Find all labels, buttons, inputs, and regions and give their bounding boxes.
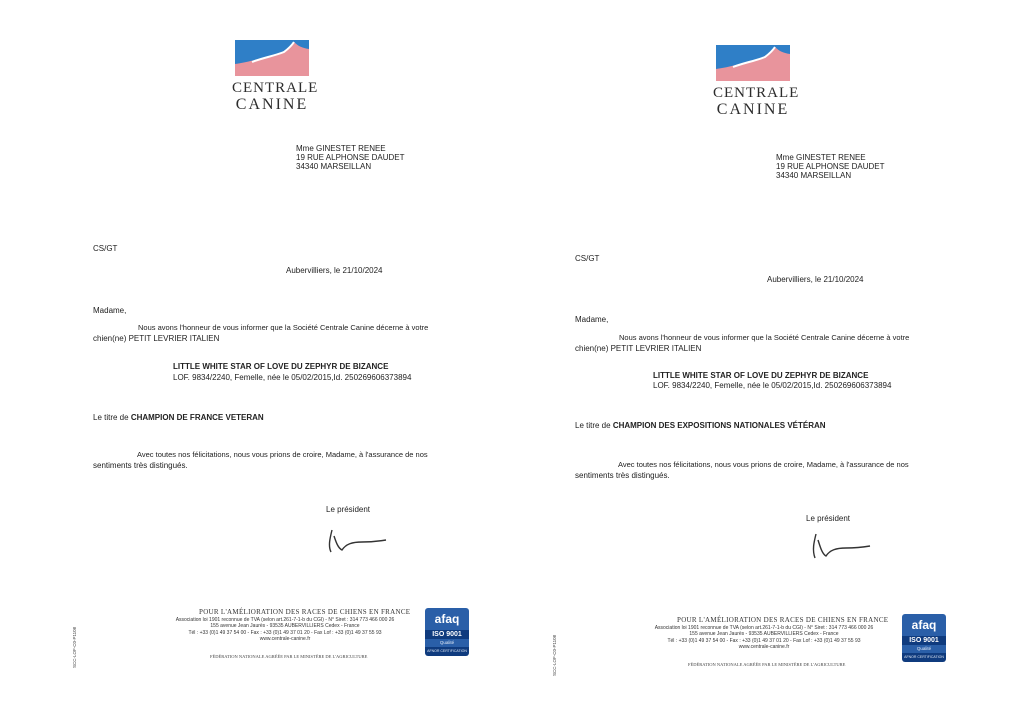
afaq-iso: ISO 9001 [902,636,946,645]
afaq-iso-badge [902,614,946,662]
footer-info [165,617,405,642]
body-line-1: Nous avons l'honneur de vous informer que la Société Centrale Canine décerne à votre [619,333,910,342]
signatory: Le président [806,514,851,523]
signature-icon [322,528,392,554]
dog-name: LITTLE WHITE STAR OF LOVE DU ZEPHYR DE BIZANCE [173,362,389,371]
recipient-address [776,153,884,180]
dog-details: LOF. 9834/2240, Femelle, née le 05/02/2015,Id. 250269606373894 [653,381,892,390]
footer-title: POUR L'AMÉLIORATION DES RACES DE CHIENS EN FRANCE [199,608,411,616]
signature-icon [806,532,876,560]
footer-title: POUR L'AMÉLIORATION DES RACES DE CHIENS EN FRANCE [677,616,889,624]
salutation: Madame, [575,315,609,324]
place-date: Aubervilliers, le 21/10/2024 [286,266,383,275]
signatory: Le président [326,505,371,514]
recipient-name: Mme GINESTET RENEE [296,144,386,153]
closing-line-2: sentiments très distingués. [93,461,188,470]
footer-bottom: FÉDÉRATION NATIONALE AGRÉÉE PAR LE MINISTÈRE DE L'AGRICULTURE [688,662,846,667]
title-prefix: Le titre de [93,413,129,422]
champion-title: CHAMPION DE FRANCE VETERAN [130,413,264,422]
footer-line-3: Tél : +33 (0)1 49 37 54 00 - Fax : +33 (0)1 49 37 01 20 - Fax Lof : +33 (0)1 49 37 55 93 [667,637,861,644]
body-line-2: chien(ne) PETIT LEVRIER ITALIEN [93,334,220,343]
recipient-city: 34340 MARSEILLAN [296,162,372,171]
afaq-quality: Qualité [425,639,469,647]
footer-line-2: 155 avenue Jean Jaurès - 93535 AUBERVILLIERS Cedex - France [689,631,839,638]
footer-line-3: Tél : +33 (0)1 49 37 54 00 - Fax : +33 (0)1 49 37 01 20 - Fax Lof : +33 (0)1 49 37 55 93 [188,629,382,636]
title-line [93,413,264,422]
afaq-iso-badge [425,608,469,656]
closing-line-2: sentiments très distingués. [575,471,670,480]
title-prefix: Le titre de [575,421,611,430]
logo-text-centrale: CENTRALE [713,85,800,101]
side-code: SCC-LOF-C0-P1108 [72,626,77,668]
footer-website: www.centrale-canine.fr [738,643,790,650]
footer-line-1: Association loi 1901 reconnue de TVA (selon art.261-7-1-b du CGI) - N° Siret : 314 773 466 000 26 [654,625,874,631]
recipient-street: 19 RUE ALPHONSE DAUDET [296,153,405,162]
recipient-name: Mme GINESTET RENEE [776,153,866,162]
afaq-quality: Qualité [902,645,946,653]
dog-logo-icon [713,45,793,85]
afaq-brand: afaq [902,614,946,636]
footer-line-1: Association loi 1901 reconnue de TVA (selon art.261-7-1-b du CGI) - N° Siret : 314 773 466 000 26 [175,617,395,623]
dog-name: LITTLE WHITE STAR OF LOVE DU ZEPHYR DE BIZANCE [653,371,869,380]
letter-right [512,0,1024,724]
body-line-1: Nous avons l'honneur de vous informer que la Société Centrale Canine décerne à votre [138,323,429,332]
footer-website: www.centrale-canine.fr [259,635,311,642]
logo-text-centrale: CENTRALE [232,80,319,96]
recipient-city: 34340 MARSEILLAN [776,171,852,180]
logo-text-canine: CANINE [235,96,309,113]
place-date: Aubervilliers, le 21/10/2024 [767,275,864,284]
centrale-canine-logo [713,45,800,125]
afaq-iso: ISO 9001 [425,630,469,639]
footer-bottom: FÉDÉRATION NATIONALE AGRÉÉE PAR LE MINISTÈRE DE L'AGRICULTURE [210,654,368,659]
champion-title: CHAMPION DES EXPOSITIONS NATIONALES VÉTÉRAN [612,421,826,430]
title-line [575,421,826,430]
footer-info [644,625,884,650]
afaq-cert: AFNOR CERTIFICATION [425,647,469,656]
logo-text-canine: CANINE [716,101,790,118]
side-code: SCC-LOF-C0-P1108 [552,634,557,676]
closing-line-1: Avec toutes nos félicitations, nous vous prions de croire, Madame, à l'assurance de nos [137,450,428,459]
salutation: Madame, [93,306,127,315]
dog-details: LOF. 9834/2240, Femelle, née le 05/02/2015,Id. 250269606373894 [173,373,412,382]
recipient-address [296,144,404,171]
recipient-street: 19 RUE ALPHONSE DAUDET [776,162,885,171]
reference: CS/GT [93,244,118,253]
closing-line-1: Avec toutes nos félicitations, nous vous prions de croire, Madame, à l'assurance de nos [618,460,909,469]
body-line-2: chien(ne) PETIT LEVRIER ITALIEN [575,344,702,353]
centrale-canine-logo [232,40,319,120]
footer-line-2: 155 avenue Jean Jaurès - 93535 AUBERVILLIERS Cedex - France [210,623,360,630]
afaq-cert: AFNOR CERTIFICATION [902,653,946,662]
afaq-brand: afaq [425,608,469,630]
dog-logo-icon [232,40,312,80]
reference: CS/GT [575,254,600,263]
